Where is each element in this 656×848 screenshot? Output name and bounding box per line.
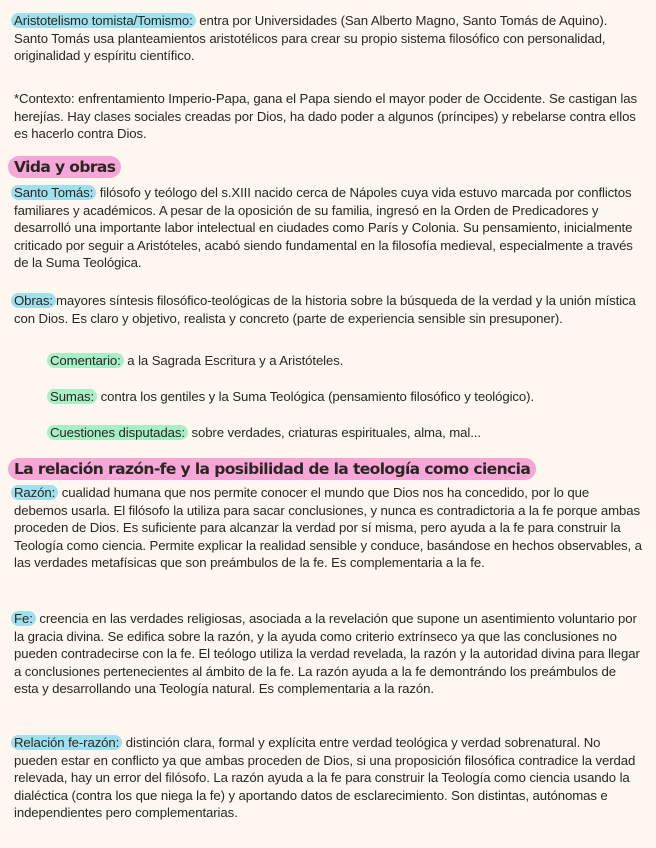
section-razon-fe bbox=[14, 458, 644, 480]
relacion-text: distinción clara, formal y explícita entre verdad teológica y verdad sobrenatural. No pueden estar en conflicto ya que ambas proceden de Dios, si una proposición filosófica contradice la verdad relevada, hay un error del filósofo. La razón ayuda a la fe para construir la Teología como ciencia usando la dialéctica (contra los que niega la fe) y aportando datos de esclarecimiento. Son distintas, autónomas e independientes pero complementarias. bbox=[14, 735, 636, 821]
work-text: a la Sagrada Escritura y a Aristóteles. bbox=[123, 353, 344, 368]
obras-text: mayores síntesis filosófico-teológicas de la historia sobre la búsqueda de la verdad y la unión mística con Dios. Es claro y objetivo, realista y concreto (parte de experiencia sensible sin presuponer). bbox=[14, 293, 636, 326]
relacion-paragraph bbox=[14, 734, 644, 822]
intro-term: Aristotelismo tomista/Tomismo: bbox=[11, 13, 196, 28]
intro-paragraph bbox=[14, 12, 644, 65]
obras-term: Obras: bbox=[11, 293, 56, 308]
work-text: contra los gentiles y la Suma Teológica (pensamiento filosófico y teológico). bbox=[97, 389, 535, 404]
work-item bbox=[50, 424, 644, 442]
obras-paragraph bbox=[14, 292, 644, 327]
fe-paragraph bbox=[14, 610, 644, 698]
fe-text: creencia en las verdades religiosas, asociada a la revelación que supone un asentimiento voluntario por la gracia divina. Se edifica sobre la razón, y la ayuda como criterio extrínseco ya que las conclusiones no pueden contradecirse con la fe. El teólogo utiliza la verdad revelada, la razón y la autoridad divina para llegar a conclusiones pertenecientes al ámbito de la fe. La razón ayuda a la fe demontrándo los preámbulos de esta y desarrollando una Teología natural. Es complementaria a la razón. bbox=[14, 611, 640, 697]
context-paragraph bbox=[14, 90, 644, 143]
work-item bbox=[50, 352, 644, 370]
work-term: Sumas: bbox=[47, 389, 97, 404]
relacion-term: Relación fe-razón: bbox=[11, 735, 122, 750]
razon-text: cualidad humana que nos permite conocer el mundo que Dios nos ha concedido, por lo que debemos usarla. El filósofo la utiliza para sacar conclusiones, y nunca es contradictoria a la fe porque ambas proceden de Dios. Es suficiente para alcanzar la verdad por sí misma, pero ayuda a la fe para construir la Teología como ciencia. Permite explicar la realidad sensible y conduce, basándose en hechos observables, a las verdades metafísicas que son preámbulos de la fe. Es complementaria a la fe. bbox=[14, 485, 642, 571]
work-term: Cuestiones disputadas: bbox=[47, 425, 188, 440]
section-heading-razon-fe: La relación razón-fe y la posibilidad de la teología como ciencia bbox=[8, 458, 536, 480]
section-vida-obras bbox=[14, 156, 644, 178]
work-item bbox=[50, 388, 644, 406]
razon-paragraph bbox=[14, 484, 644, 572]
work-term: Comentario: bbox=[47, 353, 124, 368]
santo-tomas-paragraph bbox=[14, 184, 644, 272]
intro-text: entra por Universidades (San Alberto Magno, Santo Tomás de Aquino). Santo Tomás usa planteamientos aristotélicos para crear su propio sistema filosófico con personalidad, originalidad y espíritu científico. bbox=[14, 13, 608, 64]
santo-tomas-term: Santo Tomás: bbox=[11, 185, 96, 200]
section-heading-vida-obras: Vida y obras bbox=[8, 156, 121, 178]
context-text: *Contexto: enfrentamiento Imperio-Papa, gana el Papa siendo el mayor poder de Occidente. Se castigan las herejías. Hay clases sociales creadas por Dios, ha dado poder a algunos (príncipes) y rebelarse contra ellos es hacerlo contra Dios. bbox=[14, 91, 637, 142]
razon-term: Razón: bbox=[11, 485, 58, 500]
work-text: sobre verdades, criaturas espirituales, alma, mal... bbox=[187, 425, 481, 440]
santo-tomas-text: filósofo y teólogo del s.XIII nacido cerca de Nápoles cuya vida estuvo marcada por conflictos familiares y académicos. A pesar de la oposición de su familia, ingresó en la Orden de Predicadores y desarrolló una importante labor intelectual en ciudades como París y Colonia. Su pensamiento, inicialmente criticado por seguir a Aristóteles, acabó siendo fundamental en la filosofía medieval, especialmente a través de la Suma Teológica. bbox=[14, 185, 633, 271]
fe-term: Fe: bbox=[11, 611, 36, 626]
